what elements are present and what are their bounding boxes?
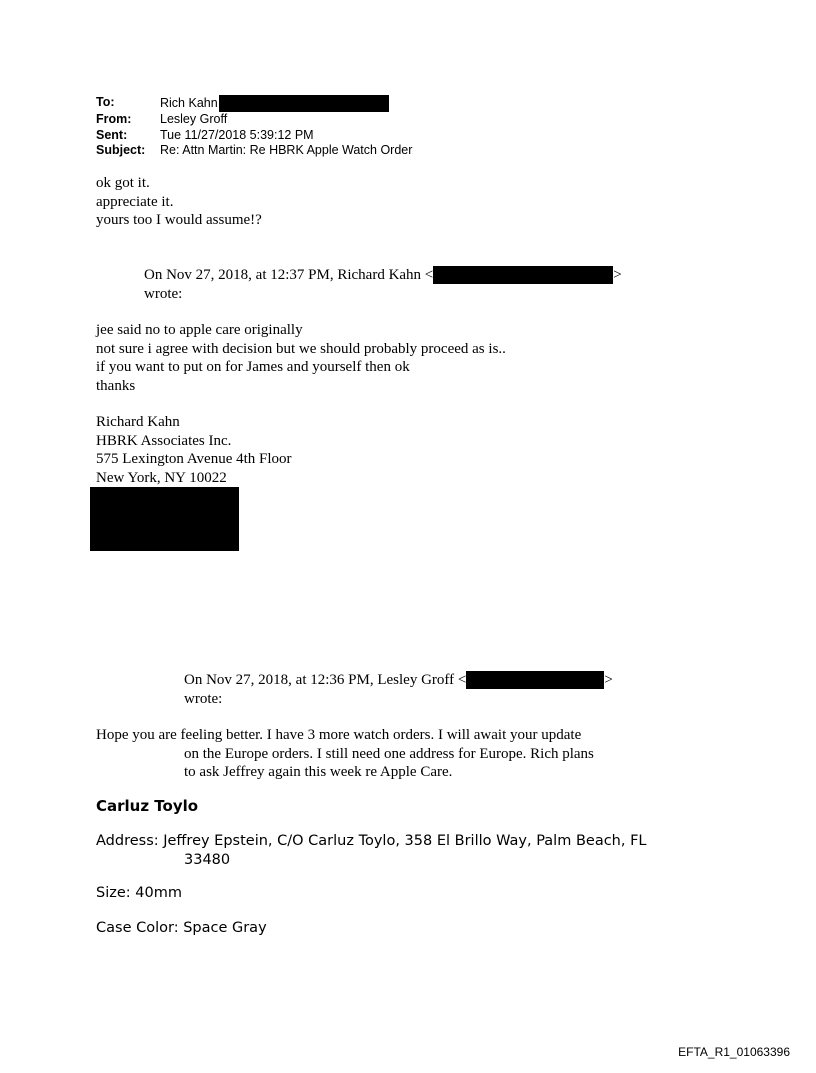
quote-header-groff: On Nov 27, 2018, at 12:36 PM, Lesley Groff < > wrote: [184, 672, 613, 707]
message-line: to ask Jeffrey again this week re Apple Care. [184, 764, 453, 780]
order-case-color: Case Color: Space Gray [96, 920, 267, 936]
subject-label: Subject: [96, 143, 146, 157]
signature-city: New York, NY 10022 [96, 469, 227, 486]
message-line: jee said no to apple care originally [96, 322, 303, 338]
signature-address: 575 Lexington Avenue 4th Floor [96, 451, 292, 467]
reply-line: ok got it. [96, 175, 150, 191]
quote-wrote: wrote: [184, 690, 223, 707]
signature-name: Richard Kahn [96, 414, 180, 430]
reply-body [96, 174, 262, 230]
redaction-box [219, 95, 389, 112]
signature [96, 413, 292, 487]
from-value: Lesley Groff [160, 112, 228, 126]
email-header [96, 95, 412, 159]
sent-label: Sent: [96, 127, 128, 142]
subject-row [96, 143, 412, 159]
redaction-box [466, 671, 604, 689]
message-line: Hope you are feeling better. I have 3 more watch orders. I will await your update [96, 727, 582, 743]
kahn-message [96, 321, 506, 395]
message-line: thanks [96, 377, 136, 394]
from-label: From: [96, 112, 132, 126]
sent-row [96, 128, 412, 144]
order-recipient-name: Carluz Toylo [96, 797, 199, 815]
quote-wrote: wrote: [144, 285, 183, 302]
from-row [96, 112, 412, 128]
to-value: Rich Kahn [160, 95, 218, 110]
document-id: EFTA_R1_01063396 [678, 1045, 790, 1059]
reply-line: appreciate it. [96, 193, 174, 210]
signature-company: HBRK Associates Inc. [96, 432, 232, 449]
quote-attribution: On Nov 27, 2018, at 12:36 PM, Lesley Groff < [184, 672, 467, 688]
groff-message [96, 726, 594, 782]
reply-line: yours too I would assume!? [96, 212, 262, 228]
subject-value: Re: Attn Martin: Re HBRK Apple Watch Order [160, 143, 413, 157]
to-row [96, 95, 412, 112]
order-size: Size: 40mm [96, 885, 182, 901]
redaction-box [90, 487, 239, 551]
quote-attribution: On Nov 27, 2018, at 12:37 PM, Richard Kahn < [144, 267, 434, 283]
redaction-box [433, 266, 613, 284]
to-label: To: [96, 95, 115, 109]
message-line: if you want to put on for James and yourself then ok [96, 359, 410, 375]
message-line: not sure i agree with decision but we should probably proceed as is.. [96, 340, 506, 357]
sent-value: Tue 11/27/2018 5:39:12 PM [160, 127, 314, 142]
quote-header-kahn: On Nov 27, 2018, at 12:37 PM, Richard Kahn < > wrote: [144, 267, 622, 302]
message-line: on the Europe orders. I still need one address for Europe. Rich plans [184, 745, 594, 762]
order-address: Address: Jeffrey Epstein, C/O Carluz Toylo, 358 El Brillo Way, Palm Beach, FL 33480 [96, 833, 647, 868]
